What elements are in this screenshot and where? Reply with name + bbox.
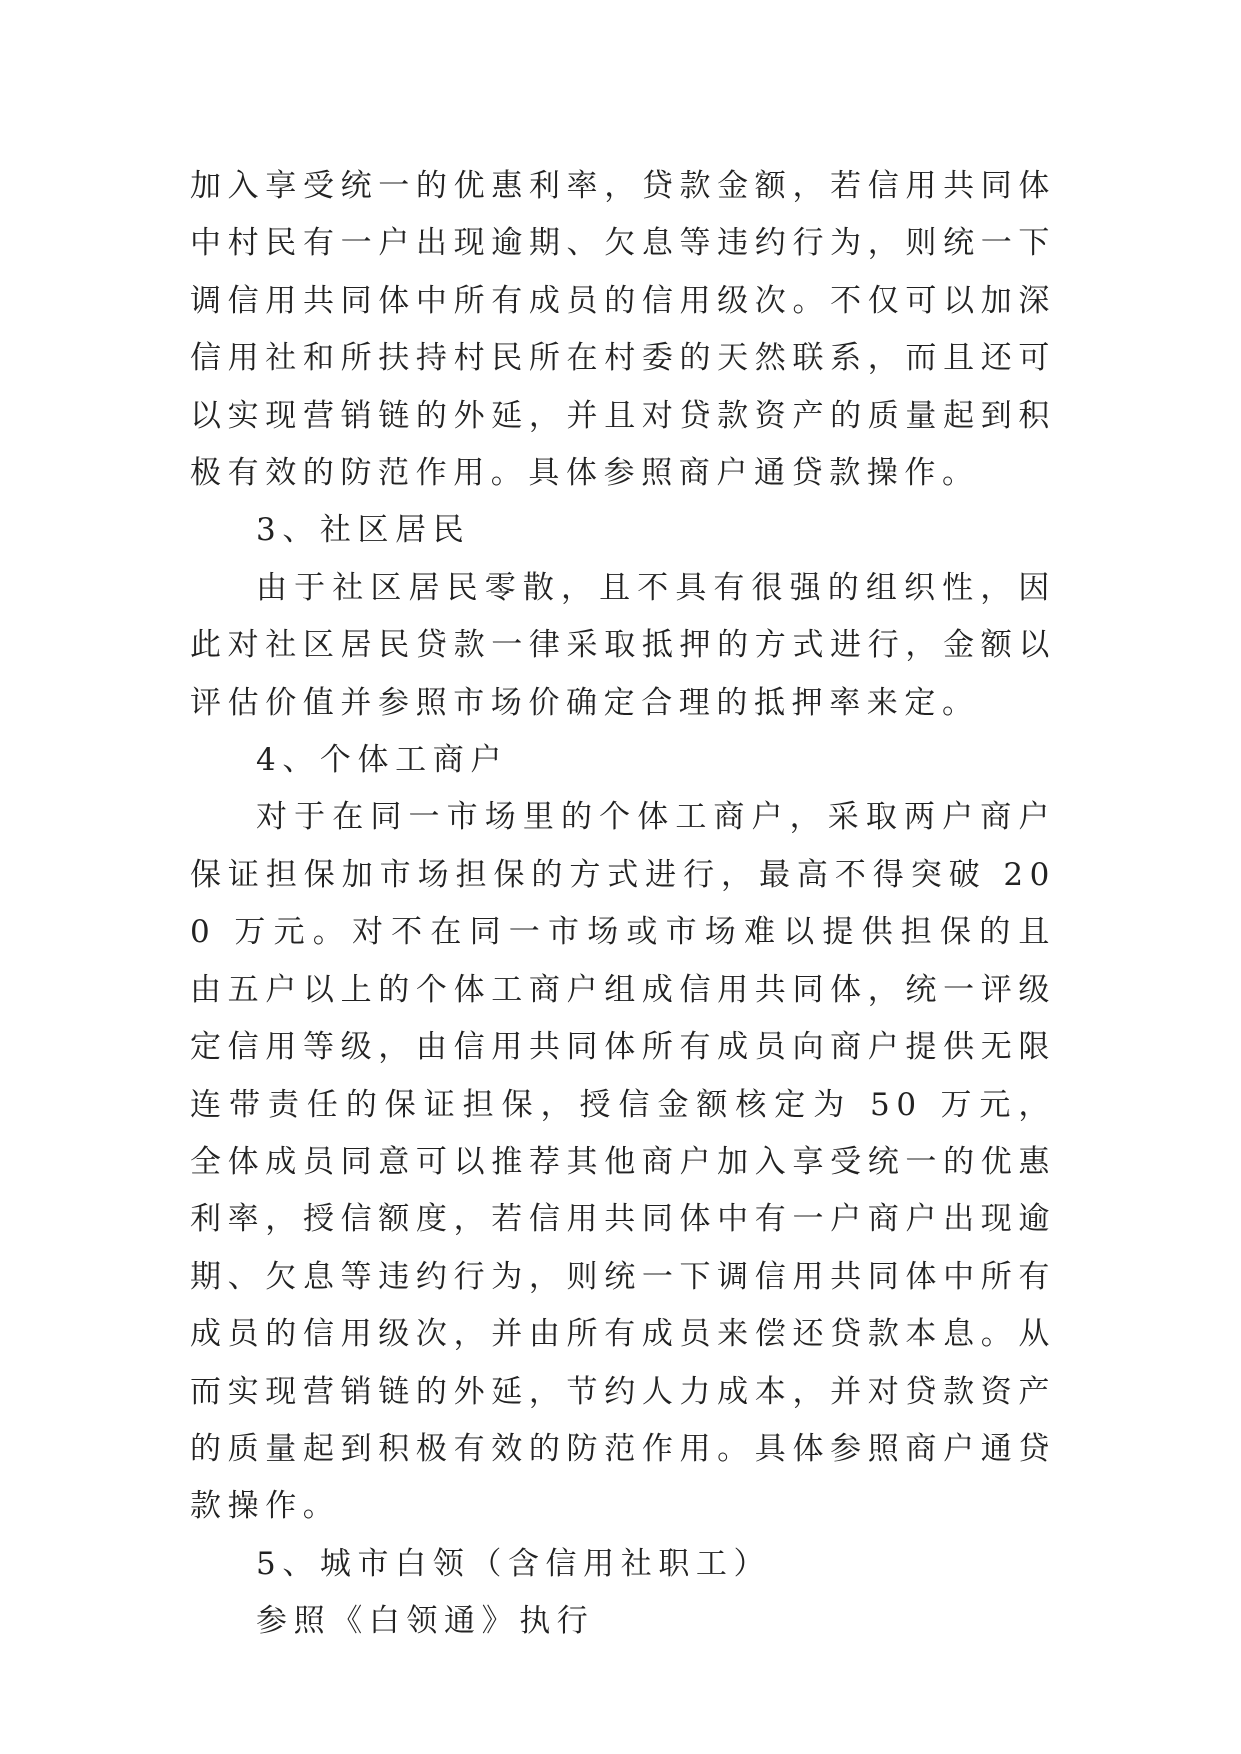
paragraph-individual-merchants: 对于在同一市场里的个体工商户，采取两户商户保证担保加市场担保的方式进行，最高不得突破 200 万元。对不在同一市场或市场难以提供担保的且由五户以上的个体工商户组成信用共同体，统一评级定信用等级，由信用共同体所有成员向商户提供无限连带责任的保证担保，授信金额核定为 50 万元，全体成员同意可以推荐其他商户加入享受统一的优惠利率，授信额度，若信用共同体中有一户商户出现逾期、欠息等违约行为，则统一下调信用共同体中所有成员的信用级次，并由所有成员来偿还贷款本息。从而实现营销链的外延，节约人力成本，并对贷款资产的质量起到积极有效的防范作用。具体参照商户通贷款操作。 (190, 799, 1056, 1525)
document-body (190, 158, 1056, 1651)
section-heading-individual-merchants: 4、个体工商户 (256, 742, 508, 779)
paragraph-community-residents: 由于社区居民零散，且不具有很强的组织性，因此对社区居民贷款一律采取抵押的方式进行，金额以评估价值并参照市场价确定合理的抵押率来定。 (190, 569, 1056, 721)
section-heading-urban-white-collar: 5、城市白领（含信用社职工） (256, 1545, 772, 1582)
paragraph-continuation: 加入享受统一的优惠利率，贷款金额，若信用共同体中村民有一户出现逾期、欠息等违约行为，则统一下调信用共同体中所有成员的信用级次。不仅可以加深信用社和所扶持村民所在村委的天然联系，而且还可以实现营销链的外延，并且对贷款资产的质量起到积极有效的防范作用。具体参照商户通贷款操作。 (190, 168, 1056, 492)
section-heading-community-residents: 3、社区居民 (256, 512, 471, 549)
paragraph-urban-white-collar: 参照《白领通》执行 (256, 1603, 595, 1640)
